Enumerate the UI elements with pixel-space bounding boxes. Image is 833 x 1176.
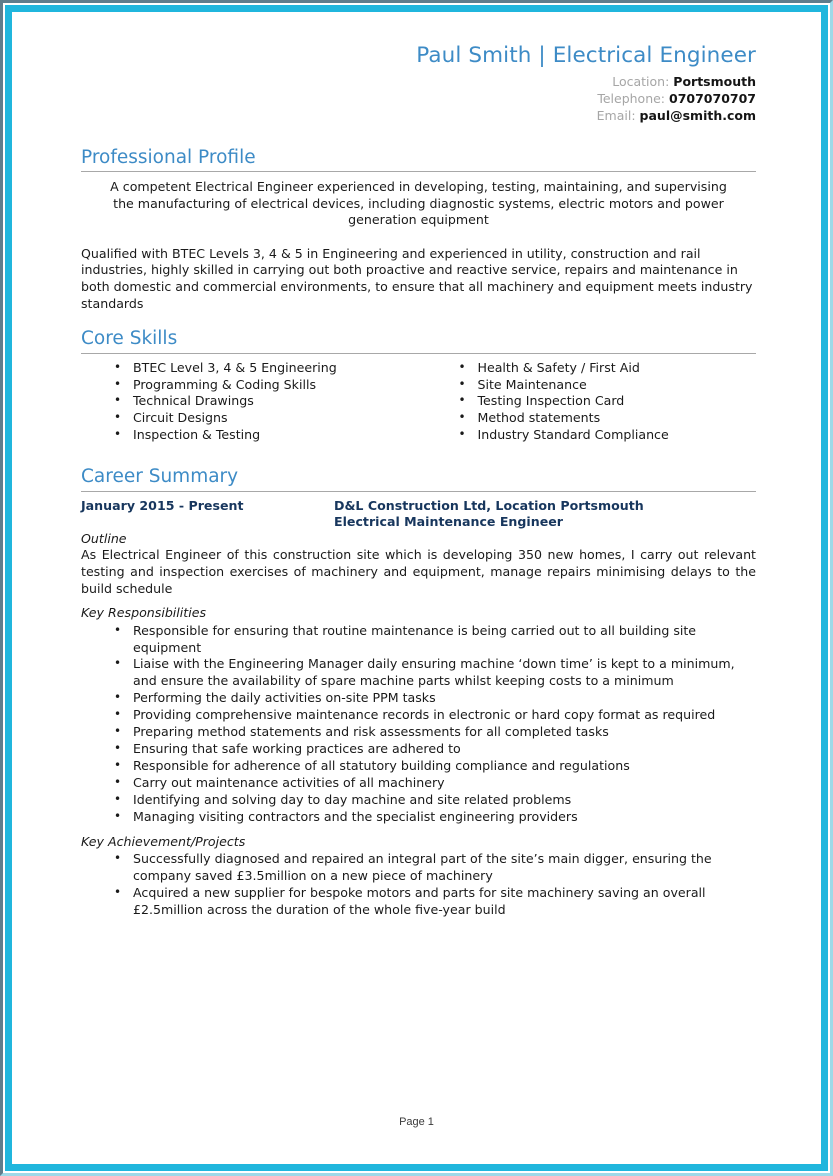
list-item: • Technical Drawings <box>81 393 412 410</box>
key-responsibilities-label: Key Responsibilities <box>81 605 207 621</box>
list-item: • Carry out maintenance activities of all machinery <box>81 775 756 792</box>
list-item: • Industry Standard Compliance <box>426 427 757 444</box>
section-professional-profile <box>81 148 756 313</box>
list-item: • Programming & Coding Skills <box>81 377 412 394</box>
list-item: • BTEC Level 3, 4 & 5 Engineering <box>81 360 412 377</box>
job-header <box>81 498 756 531</box>
list-item: • Performing the daily activities on-site PPM tasks <box>81 690 756 707</box>
key-responsibilities-list <box>81 623 756 826</box>
list-item: • Liaise with the Engineering Manager daily ensuring machine ‘down time’ is kept to a minimum, and ensure the availability of spare machine parts whilst keeping costs to a minimum <box>81 656 756 690</box>
contact-location-value: Portsmouth <box>673 74 756 90</box>
section-heading-professional-profile: Professional Profile <box>81 146 256 168</box>
contact-email <box>81 108 756 125</box>
core-skills-left-column <box>81 360 412 445</box>
core-skills-left-list <box>81 360 412 445</box>
job-role: Electrical Maintenance Engineer <box>334 514 563 530</box>
key-achievements-list <box>81 851 756 919</box>
list-item: • Responsible for ensuring that routine maintenance is being carried out to all building site equipment <box>81 623 756 657</box>
page-number-footer: Page 1 <box>399 1116 434 1128</box>
section-rule <box>81 171 756 172</box>
job-company: D&L Construction Ltd, Location Portsmouth <box>334 497 644 513</box>
contact-location-label: Location: <box>612 74 670 90</box>
contact-location <box>81 74 756 91</box>
list-item: • Ensuring that safe working practices are adhered to <box>81 741 756 758</box>
list-item: • Acquired a new supplier for bespoke motors and parts for site machinery saving an overall £2.5million across the duration of the whole five-year build <box>81 885 756 919</box>
list-item: • Successfully diagnosed and repaired an integral part of the site’s main digger, ensuring the company saved £3.5million on a new piece of machinery <box>81 851 756 885</box>
list-item: • Health & Safety / First Aid <box>426 360 757 377</box>
profile-summary-paragraph: A competent Electrical Engineer experienced in developing, testing, maintaining, and supervising the manufacturing of electrical devices, including diagnostic systems, electric motors and power generation equipment <box>110 178 727 228</box>
list-item: • Managing visiting contractors and the specialist engineering providers <box>81 809 756 826</box>
job-employer-and-role <box>334 498 644 531</box>
list-item: • Method statements <box>426 410 757 427</box>
outline-paragraph: As Electrical Engineer of this construction site which is developing 350 new homes, I carry out relevant testing and inspection exercises of machinery and equipment, manage repairs minimising delays to the build schedule <box>81 547 756 596</box>
core-skills-right-column <box>412 360 757 445</box>
spacer <box>81 444 756 467</box>
section-heading-core-skills: Core Skills <box>81 328 178 350</box>
contact-email-label: Email: <box>596 107 636 123</box>
list-item: • Preparing method statements and risk assessments for all completed tasks <box>81 724 756 741</box>
contact-telephone-label: Telephone: <box>597 91 666 107</box>
spacer <box>81 312 756 329</box>
section-career-summary <box>81 467 756 919</box>
list-item: • Testing Inspection Card <box>426 393 757 410</box>
list-item: • Site Maintenance <box>426 377 757 394</box>
resume-content <box>81 33 756 1143</box>
core-skills-right-list <box>426 360 757 445</box>
spacer <box>81 125 756 148</box>
contact-telephone <box>81 91 756 108</box>
resume-header <box>81 33 756 125</box>
section-core-skills <box>81 329 756 444</box>
contact-telephone-value: 0707070707 <box>669 91 756 107</box>
key-achievements-label: Key Achievement/Projects <box>81 833 246 849</box>
section-rule <box>81 491 756 492</box>
contact-email-value: paul@smith.com <box>639 107 756 123</box>
core-skills-columns <box>81 360 756 445</box>
candidate-name-title: Paul Smith | Electrical Engineer <box>416 43 756 68</box>
list-item: • Responsible for adherence of all statutory building compliance and regulations <box>81 758 756 775</box>
profile-qualifications-paragraph: Qualified with BTEC Levels 3, 4 & 5 in Engineering and experienced in utility, construction and rail industries, highly skilled in carrying out both proactive and reactive service, repairs and maintenance in both domestic and commercial environments, to ensure that all machinery and equipment meets industry standards <box>81 245 753 311</box>
contact-details <box>81 74 756 124</box>
section-heading-career-summary: Career Summary <box>81 466 239 488</box>
list-item: • Identifying and solving day to day machine and site related problems <box>81 792 756 809</box>
section-rule <box>81 353 756 354</box>
list-item: • Circuit Designs <box>81 410 412 427</box>
list-item: • Inspection & Testing <box>81 427 412 444</box>
list-item: • Providing comprehensive maintenance records in electronic or hard copy format as required <box>81 707 756 724</box>
job-dates: January 2015 - Present <box>81 497 244 513</box>
document-page <box>12 12 821 1164</box>
outline-label: Outline <box>81 531 127 547</box>
